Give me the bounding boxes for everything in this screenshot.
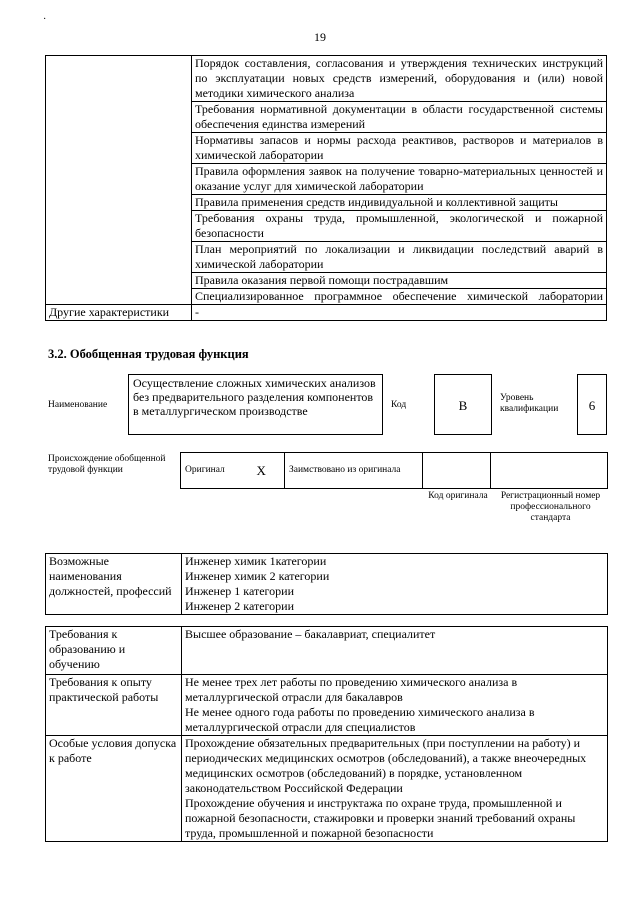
knowledge-item: Правила оказания первой помощи пострадавшим <box>192 273 607 289</box>
knowledge-table <box>45 55 607 321</box>
list-item: Инженер химик 1категории <box>185 554 327 568</box>
page-number: 19 <box>314 30 326 44</box>
origin-table <box>180 452 608 489</box>
requirement-value: Высшее образование – бакалавриат, специалитет <box>182 627 608 675</box>
reg-number-label: Регистрационный номер профессионального стандарта <box>500 491 601 523</box>
positions-table <box>45 553 608 615</box>
code-value-box: B <box>434 374 492 435</box>
knowledge-item: Правила оформления заявок на получение товарно-материальных ценностей и оказание услуг для химической лаборатории <box>192 164 607 195</box>
knowledge-item: Требования охраны труда, промышленной, экологической и пожарной безопасности <box>192 211 607 242</box>
reg-number-cell <box>491 453 608 489</box>
code-original-label: Код оригинала <box>428 491 488 501</box>
requirement-label: Требования к опыту практической работы <box>46 675 182 736</box>
requirement-label: Особые условия допуска к работе <box>46 736 182 842</box>
list-item: Инженер химик 2 категории <box>185 569 330 583</box>
knowledge-item: Специализированное программное обеспечение химической лаборатории <box>192 289 607 305</box>
other-characteristics-label: Другие характеристики <box>46 305 192 321</box>
origin-label: Происхождение обобщенной трудовой функции <box>48 454 166 475</box>
positions-list <box>182 554 608 615</box>
table-row <box>46 554 608 615</box>
borrowed-label: Заимствовано из оригинала <box>285 453 423 489</box>
knowledge-item: Порядок составления, согласования и утверждения технических инструкций по эксплуатации новых средств измерений, оборудования и (или) новой методики химического анализа <box>192 56 607 102</box>
knowledge-item: Правила применения средств индивидуальной и коллективной защиты <box>192 195 607 211</box>
table-row <box>46 305 607 321</box>
code-label: Код <box>391 400 407 410</box>
table-row <box>181 453 608 489</box>
code-original-cell <box>423 453 491 489</box>
function-name-box: Осуществление сложных химических анализов без предварительного разделения компонентов в металлургическом производстве <box>128 374 383 435</box>
table-row <box>46 675 608 736</box>
table-row <box>46 736 608 842</box>
qualification-level-box: 6 <box>577 374 607 435</box>
qualification-level-label: Уровень квалификации <box>500 393 559 414</box>
name-label: Наименование <box>48 400 108 410</box>
table-row <box>46 56 607 102</box>
requirement-value: Прохождение обязательных предварительных (при поступлении на работу) и периодических медицинских осмотров (обследований), а также внеочередных медицинских осмотров (обследований) в порядке, установленном законодательством Российской Федерации Прохождение обучения и инструктажа по охране труда, промышленной и пожарной безопасности, стажировки и проверки знаний требований охраны труда, промышленной и пожарной безопасности <box>182 736 608 842</box>
other-characteristics-value: - <box>192 305 607 321</box>
knowledge-item: Нормативы запасов и нормы расхода реактивов, растворов и материалов в химической лаборатории <box>192 133 607 164</box>
knowledge-item: План мероприятий по локализации и ликвидации последствий аварий в химической лаборатории <box>192 242 607 273</box>
corner-mark: · <box>43 14 47 25</box>
table-row <box>46 627 608 675</box>
table-cell-empty <box>46 56 192 305</box>
original-label: Оригинал <box>181 453 239 489</box>
list-item: Инженер 1 категории <box>185 584 294 598</box>
knowledge-item: Требования нормативной документации в области государственной системы обеспечения единства измерений <box>192 102 607 133</box>
requirements-table <box>45 626 608 842</box>
list-item: Инженер 2 категории <box>185 599 294 613</box>
requirement-value: Не менее трех лет работы по проведению химического анализа в металлургической отрасли для бакалавров Не менее одного года работы по проведению химического анализа в металлургической отрасли для специалистов <box>182 675 608 736</box>
requirement-label: Требования к образованию и обучению <box>46 627 182 675</box>
positions-label: Возможные наименования должностей, профессий <box>46 554 182 615</box>
section-title: 3.2. Обобщенная трудовая функция <box>48 347 249 361</box>
original-mark: X <box>239 453 285 489</box>
